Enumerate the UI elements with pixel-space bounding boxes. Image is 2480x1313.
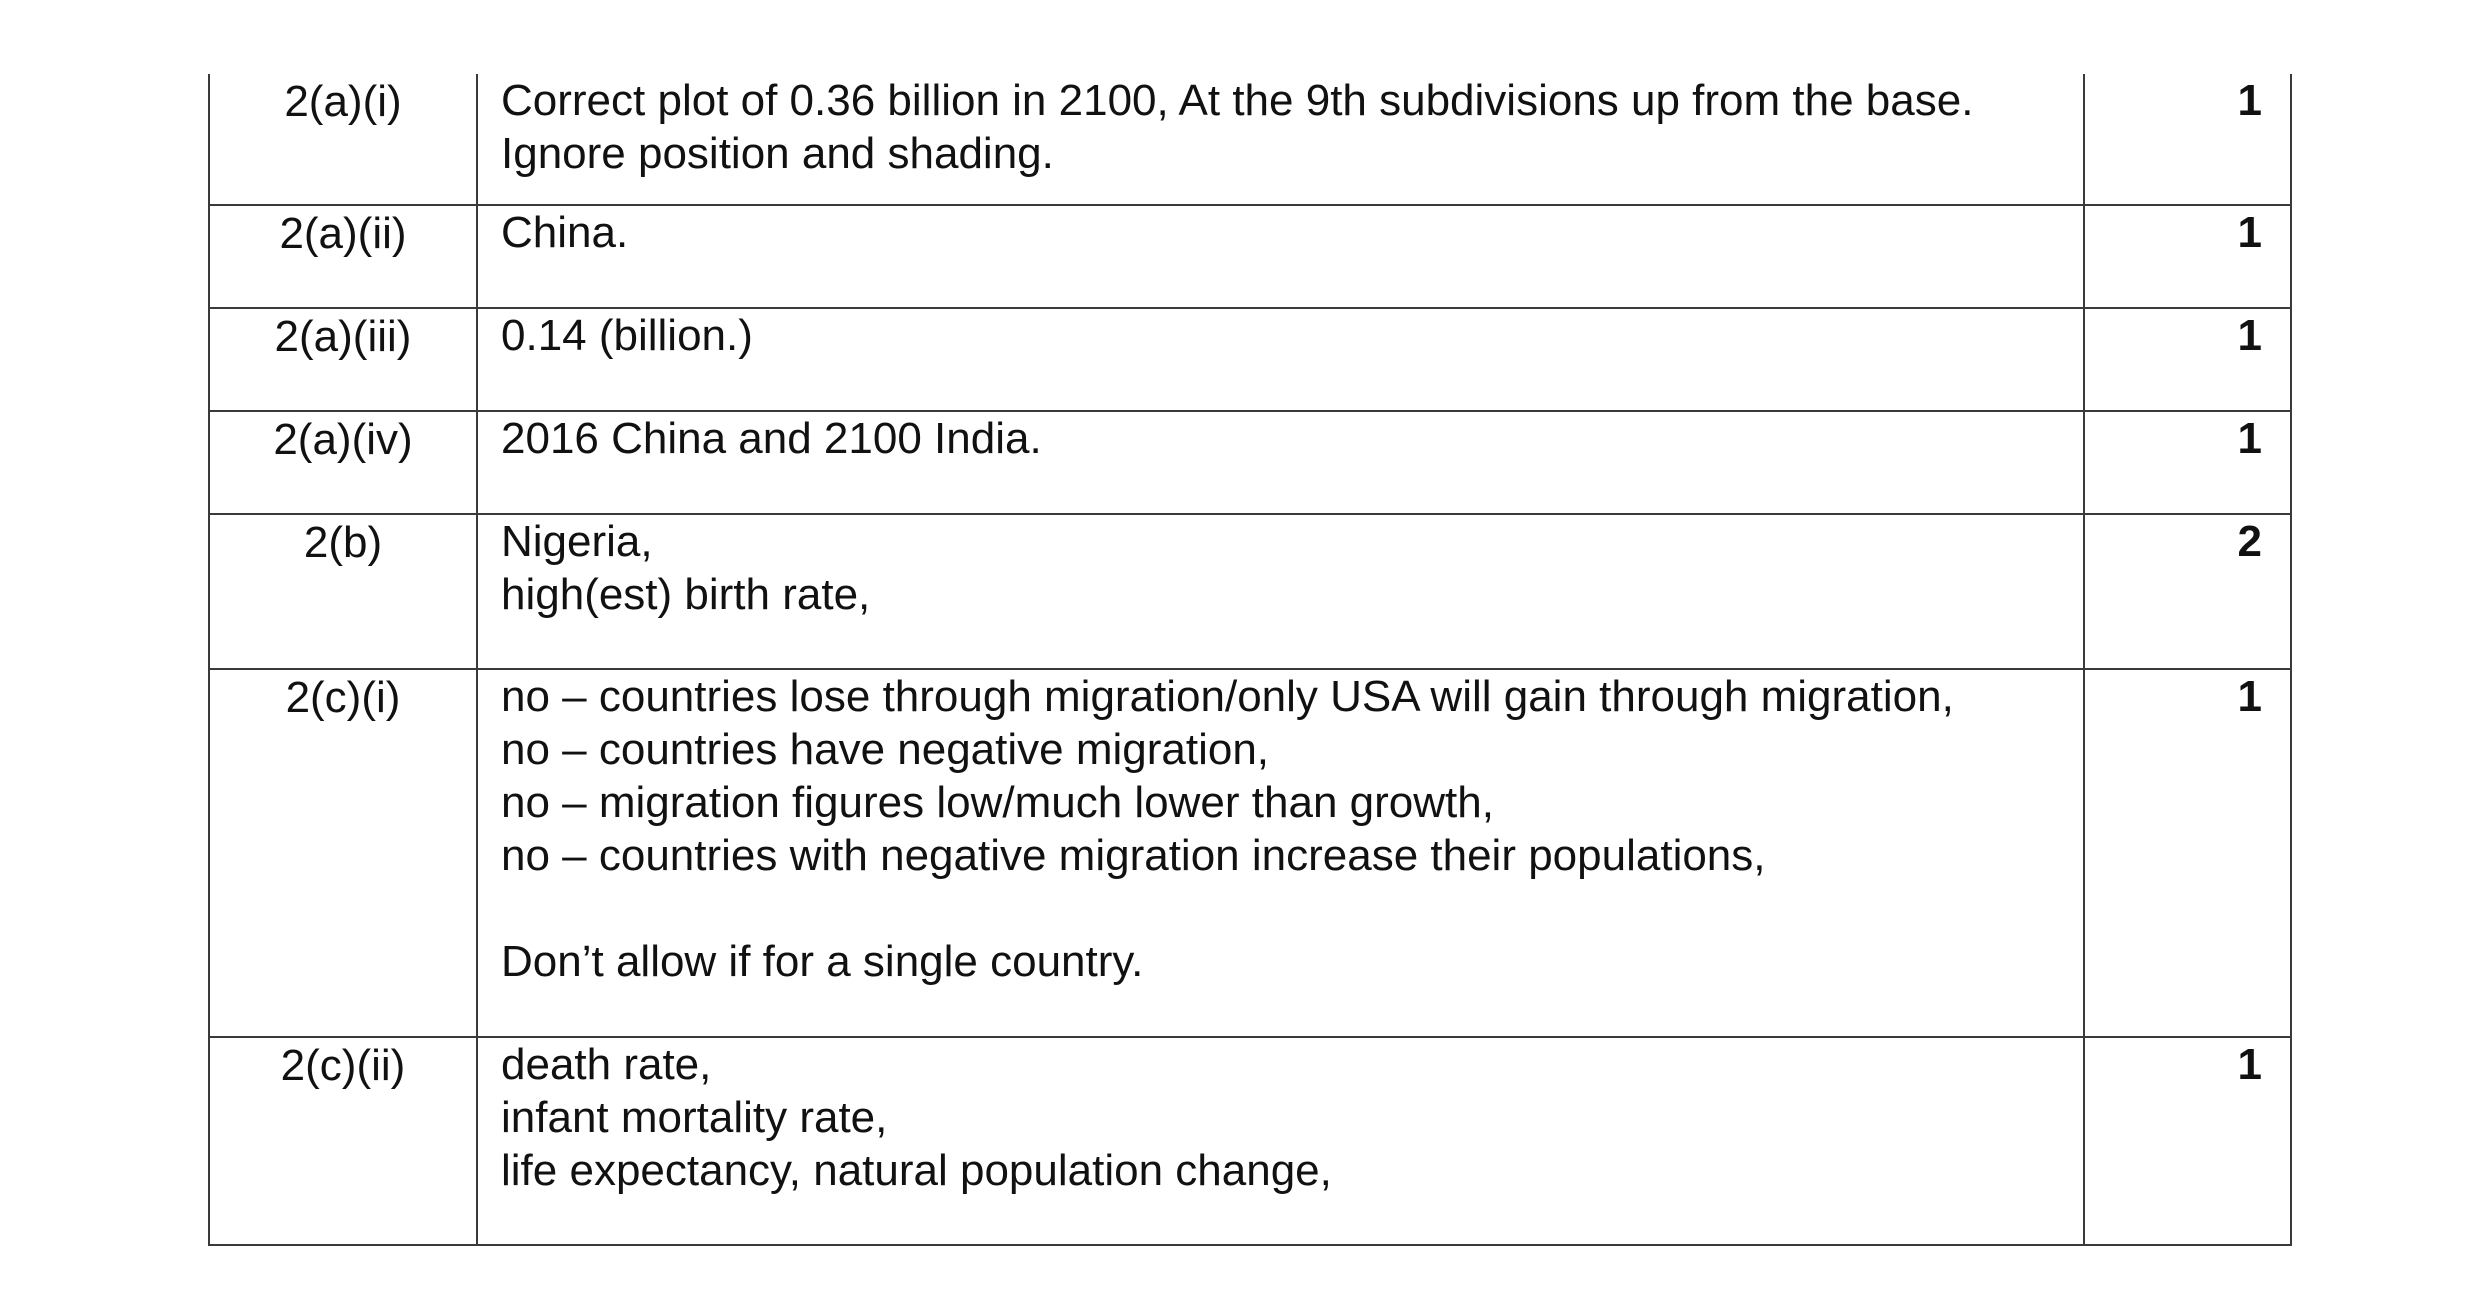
answer-line: no – migration figures low/much lower than growth, <box>501 778 1494 827</box>
marks-value: 2 <box>2084 514 2291 669</box>
answer-line: 2016 China and 2100 India. <box>501 414 1042 463</box>
answer-line: no – countries with negative migration increase their populations, <box>501 831 1766 880</box>
answer-line: 0.14 (billion.) <box>501 311 753 360</box>
table-row <box>209 1037 2291 1245</box>
marks-value: 1 <box>2084 74 2291 205</box>
question-number: 2(c)(i) <box>209 669 477 1037</box>
answer-line: life expectancy, natural population change, <box>501 1146 1332 1195</box>
answer-line: no – countries lose through migration/only USA will gain through migration, <box>501 672 1954 721</box>
table-row <box>209 669 2291 1037</box>
question-number: 2(b) <box>209 514 477 669</box>
mark-scheme-table <box>208 74 2292 1246</box>
table-row <box>209 514 2291 669</box>
marks-value: 1 <box>2084 411 2291 514</box>
answer-cell <box>477 1037 2084 1245</box>
answer-line: China. <box>501 208 629 257</box>
table-row <box>209 308 2291 411</box>
answer-cell <box>477 411 2084 514</box>
table-row <box>209 411 2291 514</box>
answer-line: Correct plot of 0.36 billion in 2100, At the 9th subdivisions up from the base. <box>501 76 1974 125</box>
answer-cell <box>477 514 2084 669</box>
answer-cell <box>477 308 2084 411</box>
answer-line: no – countries have negative migration, <box>501 725 1270 774</box>
answer-line: infant mortality rate, <box>501 1093 888 1142</box>
question-number: 2(a)(iv) <box>209 411 477 514</box>
marks-value: 1 <box>2084 308 2291 411</box>
marks-value: 1 <box>2084 205 2291 308</box>
answer-note: Don’t allow if for a single country. <box>501 937 1144 986</box>
marks-value: 1 <box>2084 1037 2291 1245</box>
answer-line: high(est) birth rate, <box>501 570 871 619</box>
marks-value: 1 <box>2084 669 2291 1037</box>
answer-cell <box>477 205 2084 308</box>
question-number: 2(c)(ii) <box>209 1037 477 1245</box>
answer-line: Ignore position and shading. <box>501 129 1054 178</box>
question-number: 2(a)(iii) <box>209 308 477 411</box>
table-row <box>209 74 2291 205</box>
blank-line <box>501 882 2065 935</box>
question-number: 2(a)(i) <box>209 74 477 205</box>
answer-cell <box>477 74 2084 205</box>
answer-cell <box>477 669 2084 1037</box>
answer-line: Nigeria, <box>501 517 653 566</box>
table-row <box>209 205 2291 308</box>
question-number: 2(a)(ii) <box>209 205 477 308</box>
answer-line: death rate, <box>501 1040 712 1089</box>
